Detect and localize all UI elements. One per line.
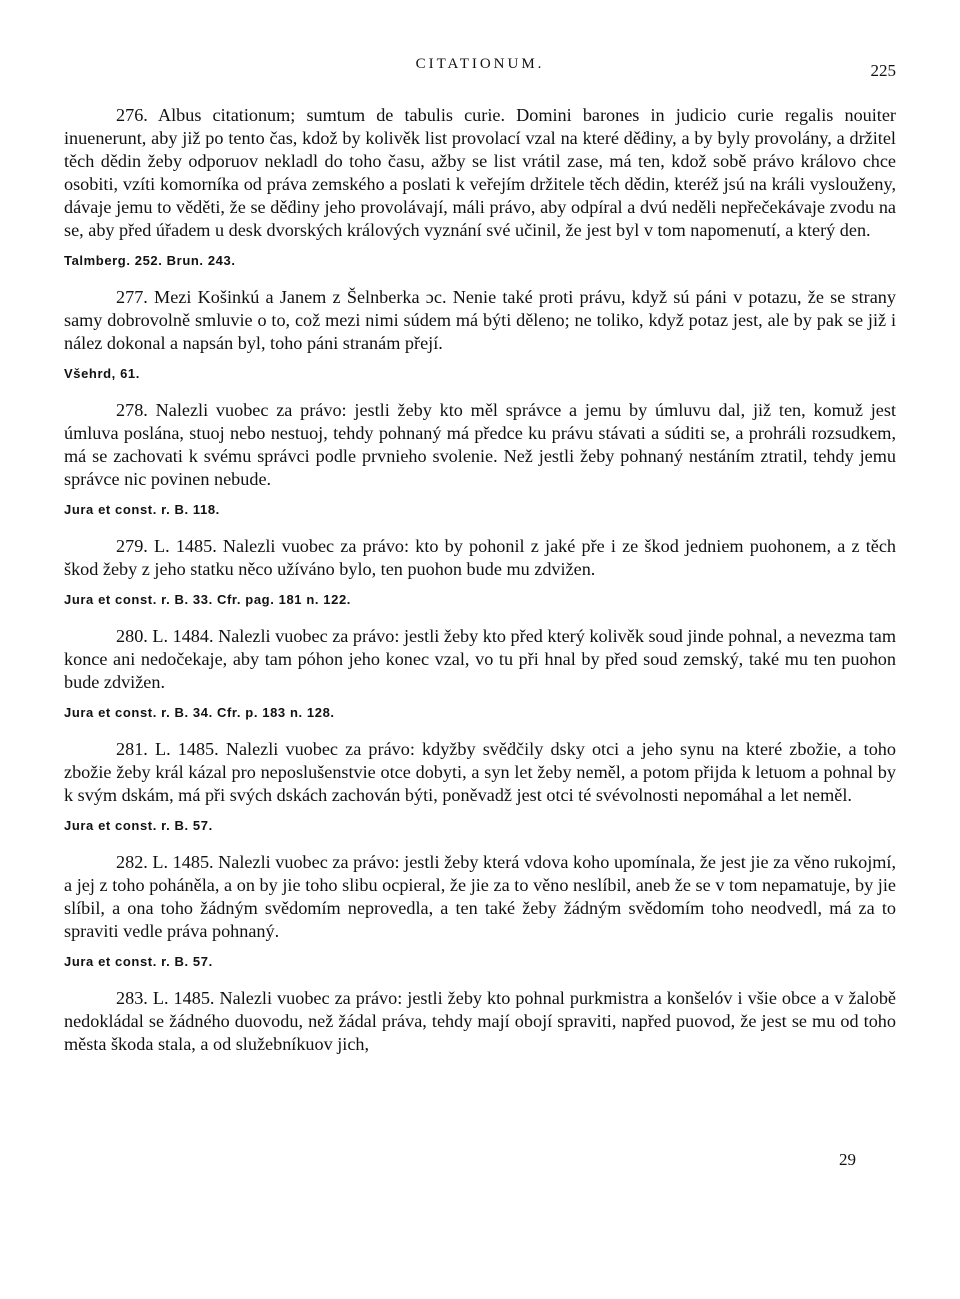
entry-279: [64, 535, 896, 607]
entry-text: 276. Albus citationum; sumtum de tabulis curie. Domini barones in judicio curie regalis nouiter inuenerunt, aby již po tento čas, kdož by kolivěk list provolací vzal na které děḋiny, a by byly provolány, a držitel těch dědin žeby odporuov nekladl do toho času, ažby se list vrátil zase, má ten, kdož sobě právo královo chce osobiti, vzíti komorníka od práva zemského a poslati k veřejím držitele těch dědin, kteréž jsú na králi vyslouženy, dávaje jemu to věděti, že se děḋiny jeho provolávají, máli právo, aby odpíral a dvú neděli nepřečekávaje zvodu na se, aby před úřadem u desk dvorských králových vyznání své učinil, že jest byl v tom napomenutí, a který den.: [64, 105, 896, 240]
entry-source: Jura et const. r. B. 57.: [64, 818, 213, 833]
entry-text: 283. L. 1485. Nalezli vuobec za právo: jestli žeby kto pohnal purkmistra a konšelóv i všie obce a v žalobě nedokládal se žádného duovodu, než žádal práva, tehdy mají obojí spraviti, napřed puovod, že jest se mu od toho města škoda stala, a od služebníkuov jich,: [64, 988, 896, 1054]
entry-276: [64, 104, 896, 268]
entry-text: 277. Mezi Košinkú a Janem z Šelnberka ɔc. Nenie také proti právu, když sú páni v potazu, že se strany samy dobrovolně smluvie o to, což mezi nimi súdem má býti děleno; ne toliko, když potaz jest, ale by pak se již i nález dokonal a napsán byl, toho páni stranám přejí.: [64, 287, 896, 353]
entry-text: 281. L. 1485. Nalezli vuobec za právo: kdyžby svěḋčily dsky otci a jeho synu na které zbožie, a toho zbožie žeby král kázal pro neposlušenstvie otce dobyti, a syn let žeby neměl, a potom přijda k letuom a pohnal by k svým dskám, má při svých dskách zachován býti, poněvadž jest otci té svévolnosti nepomáhal a let neměl.: [64, 739, 896, 805]
entry-281: [64, 738, 896, 833]
running-head: [64, 56, 896, 86]
entry-277: [64, 286, 896, 381]
entry-text: 279. L. 1485. Nalezli vuobec za právo: kto by pohonil z jaké pře i ze škod jedniem puohonem, a z těch škod žeby z jeho statku něco užíváno bylo, ten puohon bude mu zdvižen.: [64, 536, 896, 579]
document-page: [64, 56, 896, 1296]
entry-283: [64, 987, 896, 1056]
entry-text: 278. Nalezli vuobec za právo: jestli žeby kto měl správce a jemu by úmluvu dal, již ten, komuž jest úmluva poslána, stuoj nebo nestuoj, tehdy pohnaný má předce ku právu stávati a súditi se, a prohráli rozsudkem, má se zachovati k svému správci podle prvnieho svolenie. Než jestli žeby pohnaný nestáním ztratil, tehdy jemu správce nic povinen nebude.: [64, 400, 896, 489]
entry-282: [64, 851, 896, 969]
entry-text: 282. L. 1485. Nalezli vuobec za právo: jestli žeby která vdova koho upomínala, že jest jie za věno rukojmí, a jej z toho poháněla, a on by jie toho slibu ocpieral, že jie za to věno neslíbil, aneb že se v tom nepamatuje, by jie slíbil, a ona toho žádným svědomím neprovedla, a ten také žeby žádným svědomím toho neodvedl, má za to spraviti vedle práva pohnaný.: [64, 852, 896, 941]
page-number: 225: [870, 61, 896, 80]
entry-278: [64, 399, 896, 517]
entry-source: Jura et const. r. B. 57.: [64, 954, 213, 969]
entry-source: Talmberg. 252. Brun. 243.: [64, 253, 236, 268]
running-title: CITATIONUM.: [415, 56, 545, 72]
signature-mark: 29: [839, 1150, 856, 1169]
entry-source: Všehrd, 61.: [64, 366, 140, 381]
entry-source: Jura et const. r. B. 33. Cfr. pag. 181 n. 122.: [64, 592, 351, 607]
entry-text: 280. L. 1484. Nalezli vuobec za právo: jestli žeby kto před který kolivěk soud jinde pohnal, a nevezma tam konce ani nedočekaje, aby tam póhon jeho konec vzal, vo tu při hnal by před soud zemský, také mu ten puohon bude zdvižen.: [64, 626, 896, 692]
entry-source: Jura et const. r. B. 118.: [64, 502, 220, 517]
entry-280: [64, 625, 896, 720]
entry-source: Jura et const. r. B. 34. Cfr. p. 183 n. 128.: [64, 705, 335, 720]
